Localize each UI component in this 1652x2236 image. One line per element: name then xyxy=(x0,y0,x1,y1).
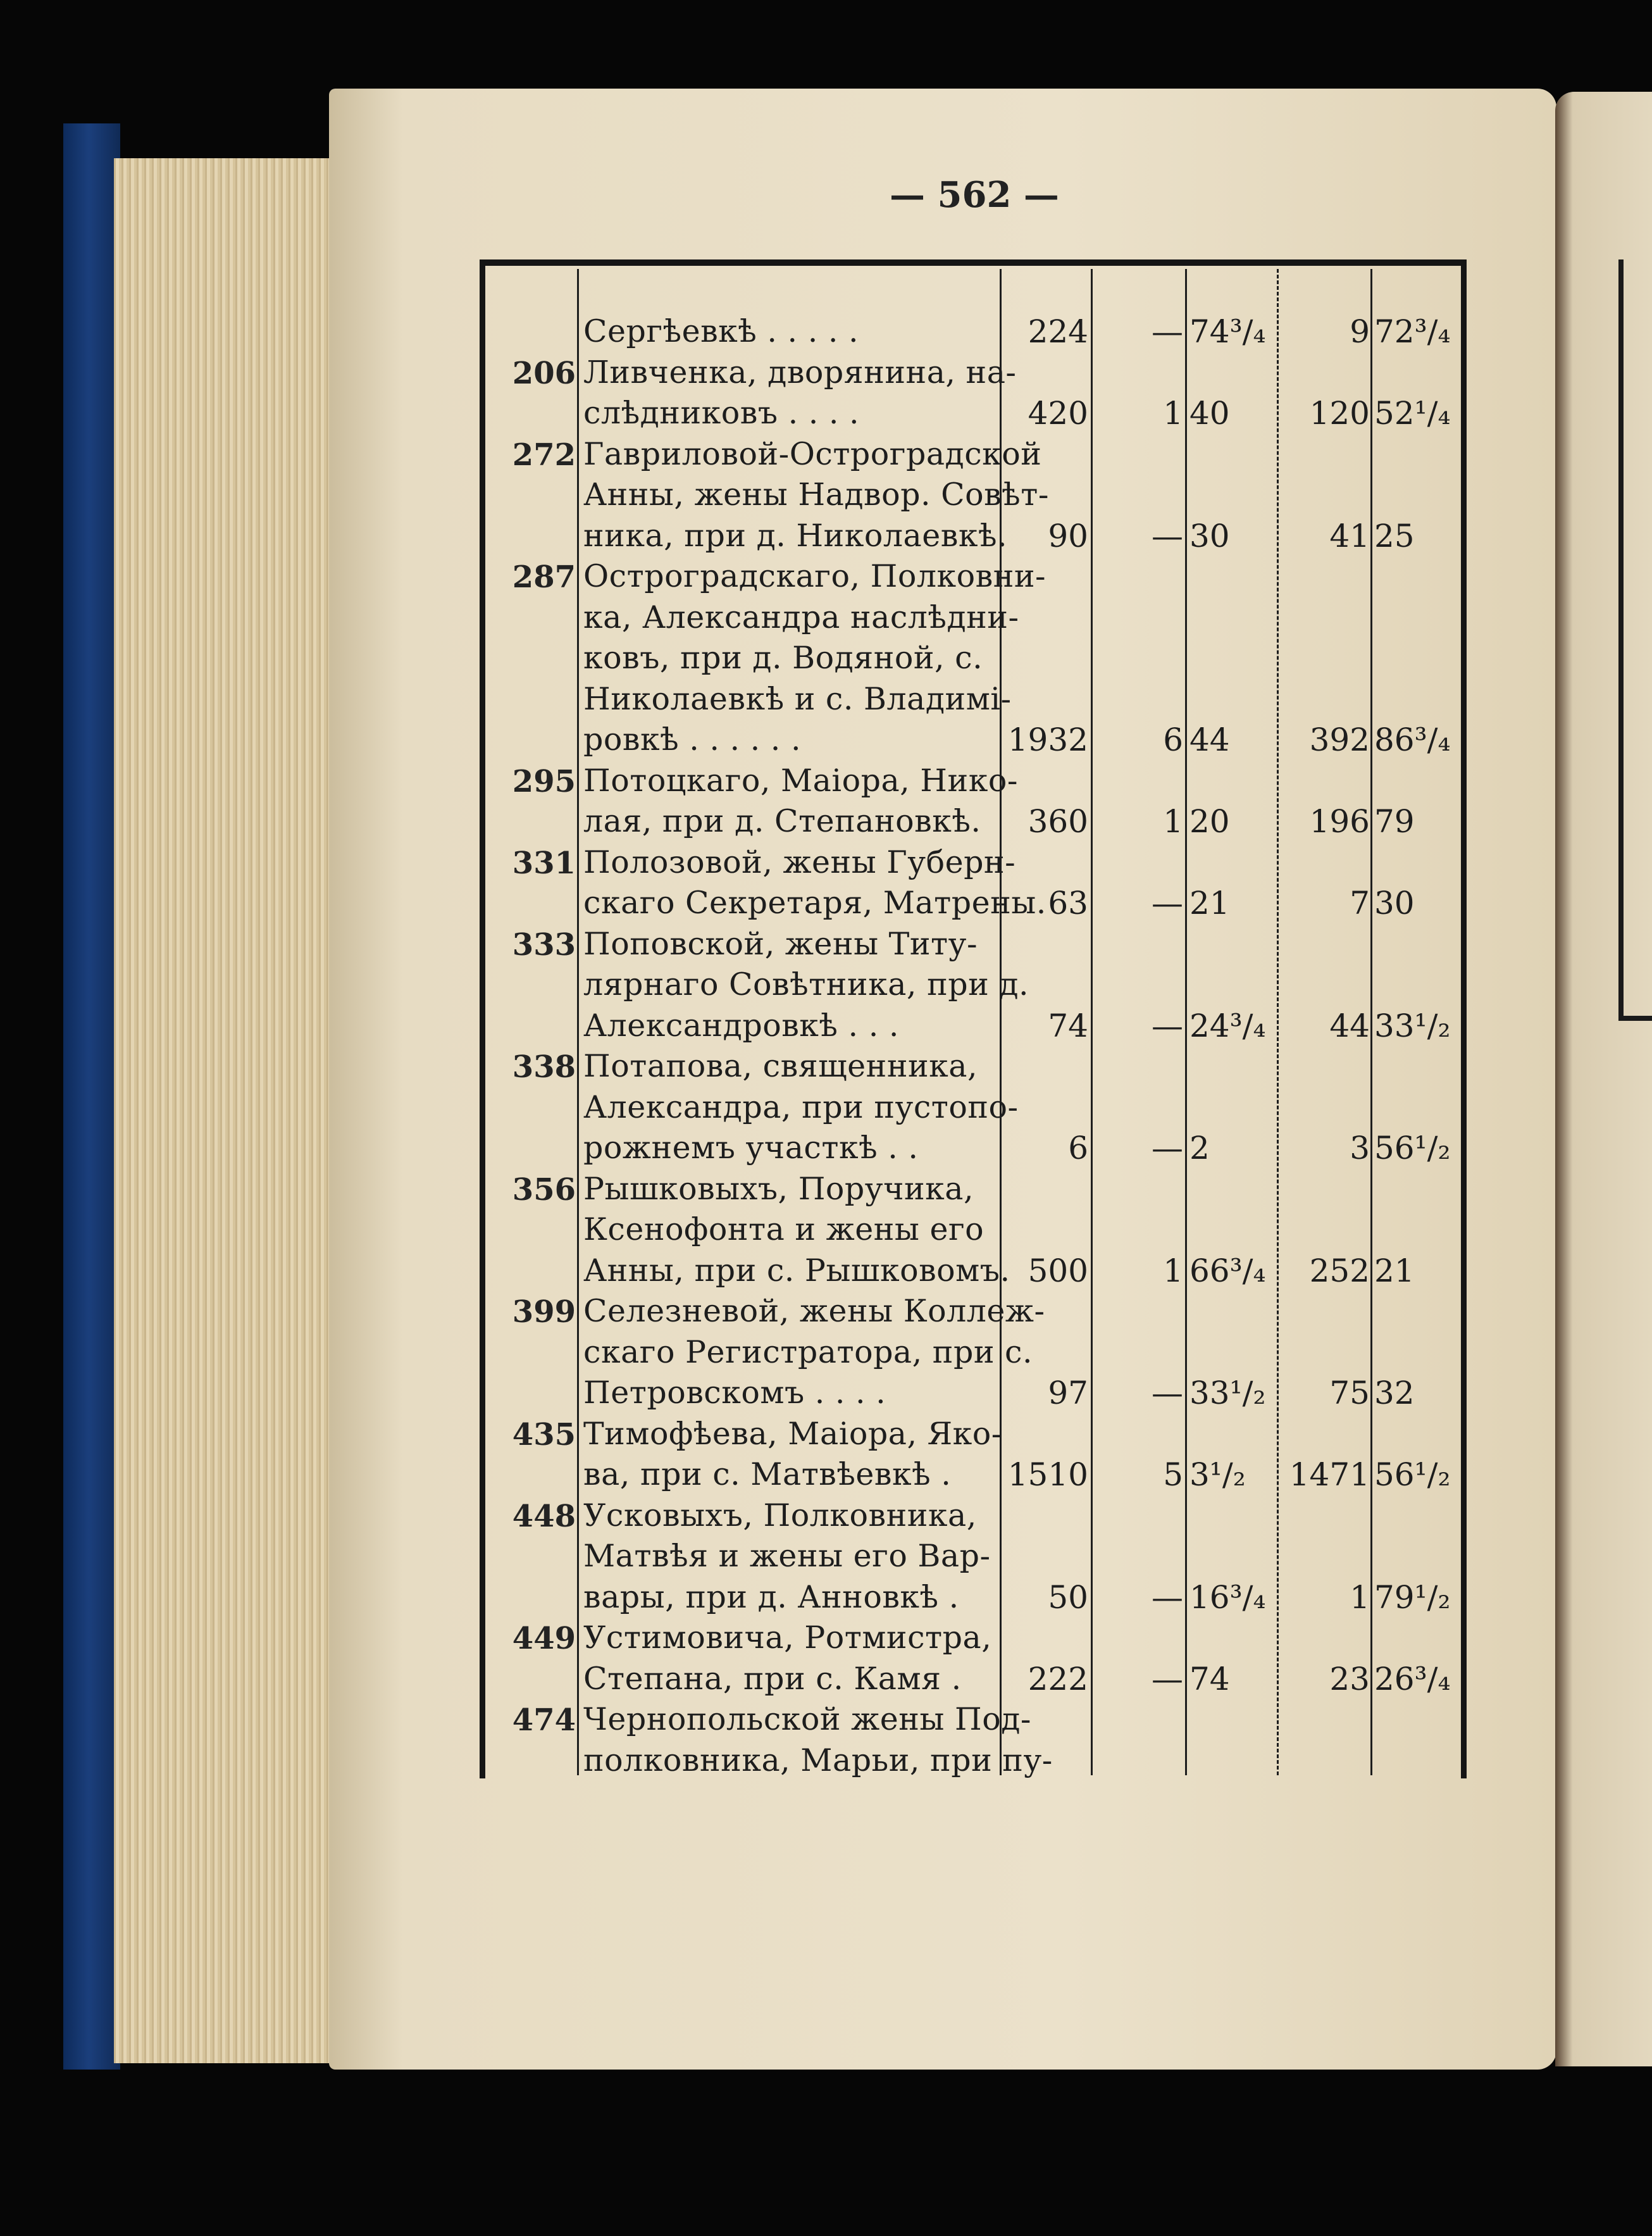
entry-text-line: ника, при д. Николаевкѣ. xyxy=(583,517,1008,554)
entry-text-line: скаго Регистратора, при с. xyxy=(583,1333,1033,1370)
col5-value: 79¹/₂ xyxy=(1374,1578,1451,1616)
col3-value: 20 xyxy=(1189,803,1230,840)
entry-text-line: Николаевкѣ и с. Владимі- xyxy=(583,680,1012,717)
entry-text-line: Петровскомъ . . . . xyxy=(583,1375,886,1411)
col3-value: 66³/₄ xyxy=(1189,1252,1266,1289)
col5-value: 32 xyxy=(1374,1375,1415,1411)
entry-text-line: скаго Секретаря, Матрены. xyxy=(583,885,1046,921)
col3-value: 16³/₄ xyxy=(1189,1578,1266,1616)
entry-text-line: Потоцкаго, Маіора, Нико- xyxy=(583,762,1018,799)
column-divider xyxy=(1370,269,1372,1775)
col3-value: 44 xyxy=(1189,721,1230,758)
col4-value: 1 xyxy=(1350,1578,1370,1616)
column-divider xyxy=(1091,269,1093,1775)
entry-text-line: Остроградскаго, Полковни- xyxy=(583,558,1046,594)
entry-text-line: Чернопольской жены Под- xyxy=(583,1701,1031,1737)
entry-text-line: Потапова, священника, xyxy=(583,1048,978,1084)
total-value: 222 xyxy=(1028,1660,1088,1697)
entry-text-line: Тимофѣева, Маіора, Яко- xyxy=(583,1415,1002,1452)
entry-text-line: Анны, при с. Рышковомъ. xyxy=(583,1252,1010,1289)
total-value: 360 xyxy=(1028,803,1088,840)
entry-text-line: Ливченка, дворянина, на- xyxy=(583,354,1017,390)
col2-value: — xyxy=(1152,885,1183,921)
page-number: — 562 — xyxy=(890,174,1059,216)
total-value: 224 xyxy=(1028,313,1088,350)
entry-text-line: Поповской, жены Титу- xyxy=(583,925,978,962)
col5-value: 79 xyxy=(1374,803,1415,840)
col3-value: 21 xyxy=(1189,885,1230,921)
col4-value: 252 xyxy=(1309,1252,1370,1289)
entry-text-line: Степана, при с. Камя . xyxy=(583,1660,962,1697)
col5-value: 72³/₄ xyxy=(1374,313,1451,350)
entry-text-line: Рышковыхъ, Поручика, xyxy=(583,1170,974,1207)
facing-table-border xyxy=(1618,259,1624,1019)
facing-table-border-bottom xyxy=(1618,1016,1652,1021)
col4-value: 7 xyxy=(1350,885,1370,921)
row-number: 356 xyxy=(512,1171,576,1208)
entry-text-line: Матвѣя и жены его Вар- xyxy=(583,1538,991,1574)
col3-value: 74³/₄ xyxy=(1189,313,1266,350)
row-number: 287 xyxy=(512,559,576,595)
col4-value: 9 xyxy=(1350,313,1370,350)
row-number: 474 xyxy=(512,1702,576,1738)
col3-value: 3¹/₂ xyxy=(1189,1456,1246,1493)
row-number: 295 xyxy=(512,763,576,799)
col4-value: 44 xyxy=(1329,1007,1370,1044)
entry-text-line: Усковыхъ, Полковника, xyxy=(583,1497,977,1533)
col4-value: 3 xyxy=(1350,1130,1370,1166)
col3-value: 2 xyxy=(1189,1130,1210,1166)
col2-value: — xyxy=(1152,517,1183,554)
total-value: 50 xyxy=(1048,1578,1088,1616)
col2-value: — xyxy=(1152,1375,1183,1411)
col5-value: 56¹/₂ xyxy=(1374,1130,1451,1166)
col5-value: 30 xyxy=(1374,885,1415,921)
col4-value: 41 xyxy=(1329,517,1370,554)
row-number: 338 xyxy=(512,1049,576,1085)
col4-value: 392 xyxy=(1309,721,1370,758)
entry-text-line: вары, при д. Анновкѣ . xyxy=(583,1578,959,1615)
col2-value: 1 xyxy=(1163,395,1183,432)
col3-value: 40 xyxy=(1189,395,1230,432)
entry-text-line: рожнемъ участкѣ . . xyxy=(583,1130,919,1166)
total-value: 500 xyxy=(1028,1252,1088,1289)
col5-value: 26³/₄ xyxy=(1374,1660,1451,1697)
total-value: 6 xyxy=(1068,1130,1088,1166)
row-number: 399 xyxy=(512,1294,576,1330)
col4-value: 120 xyxy=(1309,395,1370,432)
entry-text-line: лярнаго Совѣтника, при д. xyxy=(583,966,1029,1002)
entry-text-line: слѣдниковъ . . . . xyxy=(583,395,860,431)
row-number: 331 xyxy=(512,845,576,881)
col2-value: 5 xyxy=(1163,1456,1183,1493)
entry-text-line: Устимовича, Ротмистра, xyxy=(583,1620,992,1656)
col2-value: — xyxy=(1152,313,1183,350)
entry-text-line: Александровкѣ . . . xyxy=(583,1007,899,1044)
entry-text-line: Ксенофонта и жены его xyxy=(583,1211,984,1247)
col2-value: 6 xyxy=(1163,721,1183,758)
total-value: 90 xyxy=(1048,517,1088,554)
col3-value: 30 xyxy=(1189,517,1230,554)
col3-value: 24³/₄ xyxy=(1189,1007,1266,1044)
row-number: 448 xyxy=(512,1498,576,1534)
row-number: 272 xyxy=(512,437,576,473)
col4-value: 1471 xyxy=(1289,1456,1370,1493)
row-number: 206 xyxy=(512,355,576,391)
col2-value: — xyxy=(1152,1130,1183,1166)
entry-text-line: ковъ, при д. Водяной, с. xyxy=(583,640,983,676)
col3-value: 74 xyxy=(1189,1660,1230,1697)
total-value: 63 xyxy=(1048,885,1088,921)
entry-text-line: Анны, жены Надвор. Совѣт- xyxy=(583,477,1049,513)
entry-text-line: Сергѣевкѣ . . . . . xyxy=(583,313,859,349)
col3-value: 33¹/₂ xyxy=(1189,1375,1266,1411)
facing-page-edge xyxy=(1555,92,1652,2066)
col2-value: — xyxy=(1152,1578,1183,1616)
entry-text-line: ка, Александра наслѣдни- xyxy=(583,599,1019,635)
col5-value: 86³/₄ xyxy=(1374,721,1451,758)
total-value: 74 xyxy=(1048,1007,1088,1044)
book-spine xyxy=(63,123,120,2070)
row-number: 333 xyxy=(512,927,576,963)
col4-value: 75 xyxy=(1329,1375,1370,1411)
column-divider xyxy=(577,269,579,1775)
entry-text-line: ва, при с. Матвѣевкѣ . xyxy=(583,1456,952,1492)
row-number: 449 xyxy=(512,1621,576,1656)
col5-value: 21 xyxy=(1374,1252,1415,1289)
col4-value: 23 xyxy=(1329,1660,1370,1697)
total-value: 97 xyxy=(1048,1375,1088,1411)
entry-text-line: ровкѣ . . . . . . xyxy=(583,721,802,758)
entry-text-line: полковника, Марьи, при пу- xyxy=(583,1742,1053,1778)
col5-value: 25 xyxy=(1374,517,1415,554)
total-value: 1932 xyxy=(1007,721,1088,758)
col5-value: 56¹/₂ xyxy=(1374,1456,1451,1493)
entry-text-line: Селезневой, жены Коллеж- xyxy=(583,1293,1045,1329)
col2-value: 1 xyxy=(1163,803,1183,840)
entry-text-line: лая, при д. Степановкѣ. xyxy=(583,803,981,839)
entry-text-line: Полозовой, жены Губерн- xyxy=(583,844,1016,880)
total-value: 420 xyxy=(1028,395,1088,432)
col4-value: 196 xyxy=(1309,803,1370,840)
col2-value: 1 xyxy=(1163,1252,1183,1289)
entry-text-line: Александра, при пустопо- xyxy=(583,1089,1019,1125)
row-number: 435 xyxy=(512,1416,576,1452)
column-divider xyxy=(1185,269,1187,1775)
col5-value: 52¹/₄ xyxy=(1374,395,1451,432)
col2-value: — xyxy=(1152,1660,1183,1697)
entry-text-line: Гавриловой-Остроградской xyxy=(583,435,1042,472)
col2-value: — xyxy=(1152,1007,1183,1044)
col5-value: 33¹/₂ xyxy=(1374,1007,1451,1044)
total-value: 1510 xyxy=(1007,1456,1088,1493)
